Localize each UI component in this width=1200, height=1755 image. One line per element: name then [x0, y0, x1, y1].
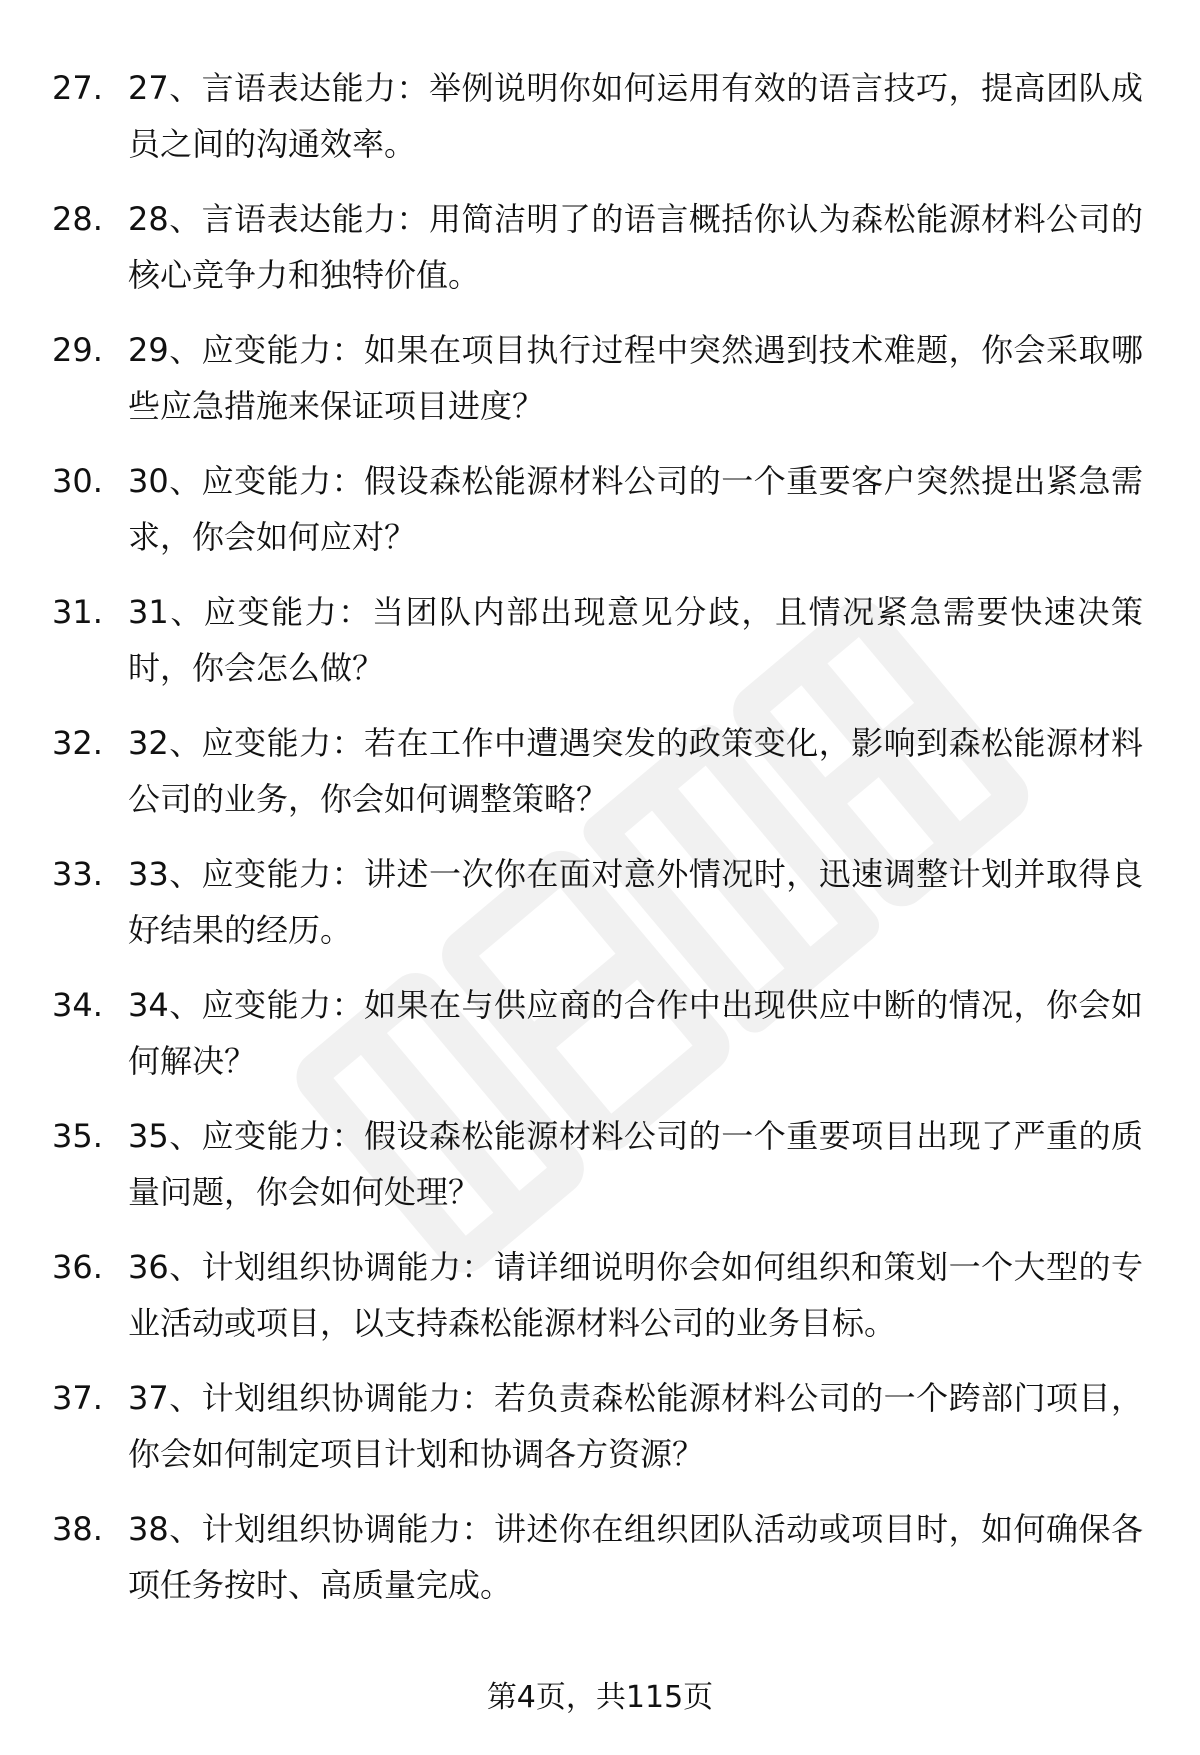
question-number: 34. — [52, 986, 103, 1024]
question-text: 29、应变能力：如果在项目执行过程中突然遇到技术难题，你会采取哪些应急措施来保证项目进度？ — [128, 331, 1143, 425]
list-item — [0, 453, 1200, 584]
question-number: 29. — [52, 331, 103, 369]
list-item — [0, 846, 1200, 977]
question-text: 30、应变能力：假设森松能源材料公司的一个重要客户突然提出紧急需求，你会如何应对？ — [128, 462, 1143, 556]
question-number: 28. — [52, 200, 103, 238]
list-item — [0, 715, 1200, 846]
question-text: 27、言语表达能力：举例说明你如何运用有效的语言技巧，提高团队成员之间的沟通效率。 — [128, 69, 1143, 163]
list-item — [0, 322, 1200, 453]
question-list — [0, 60, 1200, 1632]
question-number: 38. — [52, 1510, 103, 1548]
question-number: 32. — [52, 724, 103, 762]
list-item — [0, 1370, 1200, 1501]
list-item — [0, 1239, 1200, 1370]
list-item — [0, 191, 1200, 322]
list-item — [0, 1501, 1200, 1632]
question-number: 37. — [52, 1379, 103, 1417]
question-text: 38、计划组织协调能力：讲述你在组织团队活动或项目时，如何确保各项任务按时、高质量完成。 — [128, 1510, 1143, 1604]
question-number: 27. — [52, 69, 103, 107]
question-number: 31. — [52, 593, 103, 631]
question-text: 28、言语表达能力：用简洁明了的语言概括你认为森松能源材料公司的核心竞争力和独特价值。 — [128, 200, 1143, 294]
list-item — [0, 584, 1200, 715]
page-footer: 第4页，共115页 — [486, 1680, 714, 1715]
question-number: 35. — [52, 1117, 103, 1155]
list-item — [0, 60, 1200, 191]
question-text: 31、应变能力：当团队内部出现意见分歧，且情况紧急需要快速决策时，你会怎么做？ — [128, 593, 1143, 687]
question-number: 36. — [52, 1248, 103, 1286]
question-number: 30. — [52, 462, 103, 500]
question-text: 35、应变能力：假设森松能源材料公司的一个重要项目出现了严重的质量问题，你会如何处理？ — [128, 1117, 1143, 1211]
question-text: 33、应变能力：讲述一次你在面对意外情况时，迅速调整计划并取得良好结果的经历。 — [128, 855, 1143, 949]
question-text: 36、计划组织协调能力：请详细说明你会如何组织和策划一个大型的专业活动或项目，以支持森松能源材料公司的业务目标。 — [128, 1248, 1143, 1342]
question-text: 32、应变能力：若在工作中遭遇突发的政策变化，影响到森松能源材料公司的业务，你会如何调整策略？ — [128, 724, 1143, 818]
list-item — [0, 977, 1200, 1108]
question-text: 34、应变能力：如果在与供应商的合作中出现供应中断的情况，你会如何解决？ — [128, 986, 1143, 1080]
list-item — [0, 1108, 1200, 1239]
question-text: 37、计划组织协调能力：若负责森松能源材料公司的一个跨部门项目，你会如何制定项目计划和协调各方资源？ — [128, 1379, 1143, 1473]
question-number: 33. — [52, 855, 103, 893]
